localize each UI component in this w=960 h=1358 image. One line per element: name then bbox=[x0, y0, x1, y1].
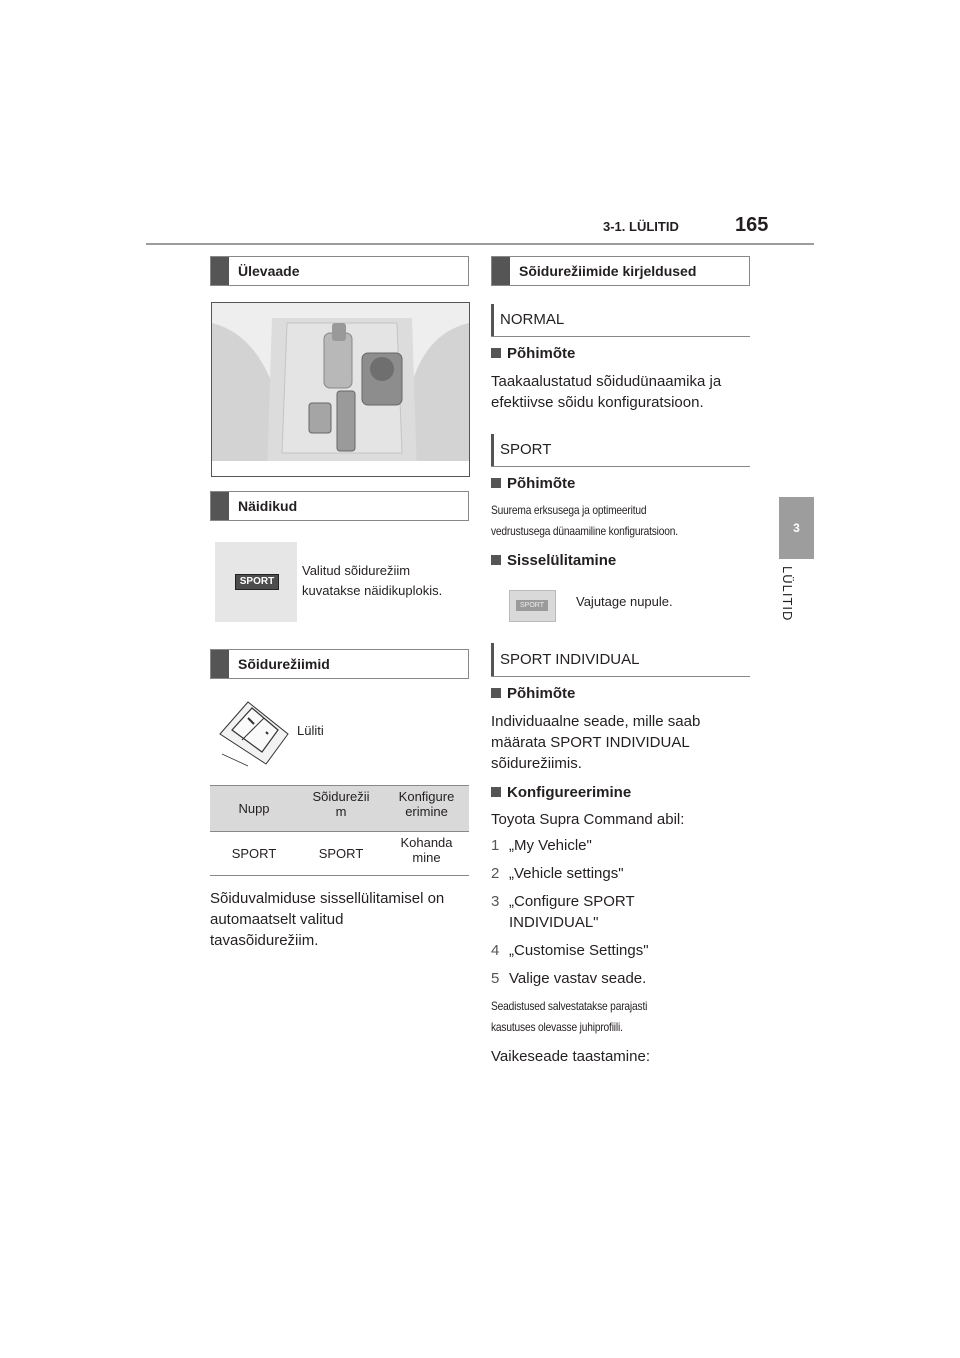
sport-description: Suurema erksusega ja optimeeritud vedrustusega dünaamiline konfiguratsioon. bbox=[491, 503, 678, 538]
table-header-button: Nupp bbox=[210, 786, 298, 832]
sport-button-caption: Vajutage nupule. bbox=[576, 594, 673, 609]
individual-description: Individuaalne seade, mille saab määrata SPORT INDIVIDUAL sõidurežiimis. bbox=[491, 713, 701, 772]
config-step-1: 1 „My Vehicle" bbox=[491, 837, 592, 854]
sport-activation-heading: Sisselülitamine bbox=[491, 552, 616, 569]
sport-heading: SPORT bbox=[491, 434, 750, 467]
header-rule bbox=[146, 243, 814, 245]
square-bullet-icon bbox=[491, 478, 501, 488]
chapter-tab: 3 bbox=[779, 497, 814, 559]
config-step-2: 2 „Vehicle settings" bbox=[491, 865, 624, 882]
switch-caption: Lüliti bbox=[297, 723, 324, 738]
config-step-4: 4 „Customise Settings" bbox=[491, 942, 649, 959]
table-header-config: Konfigure erimine bbox=[384, 786, 469, 832]
descriptions-heading: Sõidurežiimide kirjeldused bbox=[491, 256, 750, 286]
table-cell-config: Kohanda mine bbox=[384, 832, 469, 876]
modes-heading: Sõidurežiimid bbox=[210, 649, 469, 679]
configuration-intro: Toyota Supra Command abil: bbox=[491, 811, 685, 828]
sport-indicator-icon: SPORT bbox=[235, 574, 279, 590]
table-header-mode: Sõidurežii m bbox=[298, 786, 384, 832]
restore-default-label: Vaikeseade taastamine: bbox=[491, 1048, 650, 1065]
config-step-3: 3 „Configure SPORT bbox=[491, 893, 635, 910]
chapter-label: LÜLITID bbox=[780, 566, 795, 622]
normal-description: Taakaalustatud sõidudünaamika ja efektiivse sõidu konfiguratsioon. bbox=[491, 373, 722, 411]
table-cell-button: SPORT bbox=[210, 832, 298, 876]
section-title: 3-1. LÜLITID bbox=[603, 219, 679, 234]
config-step-5: 5 Valige vastav seade. bbox=[491, 970, 647, 987]
config-step-3-cont: INDIVIDUAL" bbox=[509, 914, 599, 931]
indicators-heading: Näidikud bbox=[210, 491, 469, 521]
indicator-caption: Valitud sõidurežiim kuvatakse näidikuplokis. bbox=[302, 563, 443, 598]
modes-table bbox=[210, 785, 469, 876]
console-illustration bbox=[211, 302, 470, 477]
square-bullet-icon bbox=[491, 348, 501, 358]
configuration-heading: Konfigureerimine bbox=[491, 784, 631, 801]
square-bullet-icon bbox=[491, 555, 501, 565]
square-bullet-icon bbox=[491, 688, 501, 698]
table-cell-mode: SPORT bbox=[298, 832, 384, 876]
indicator-image bbox=[215, 542, 297, 622]
sport-button-icon: SPORT bbox=[516, 600, 548, 611]
page-number: 165 bbox=[735, 214, 769, 236]
overview-heading: Ülevaade bbox=[210, 256, 469, 286]
sport-principle-heading: Põhimõte bbox=[491, 475, 575, 492]
normal-principle-heading: Põhimõte bbox=[491, 345, 575, 362]
normal-heading: NORMAL bbox=[491, 304, 750, 337]
square-bullet-icon bbox=[491, 787, 501, 797]
individual-principle-heading: Põhimõte bbox=[491, 685, 575, 702]
switch-illustration bbox=[218, 694, 290, 768]
sport-button-image bbox=[509, 590, 556, 622]
startup-paragraph: Sõiduvalmiduse sissellülitamisel on automaatselt valitud tavasõidurežiim. bbox=[210, 890, 445, 949]
profile-note: Seadistused salvestatakse parajasti kasutuses olevasse juhiprofiili. bbox=[491, 999, 648, 1034]
individual-heading: SPORT INDIVIDUAL bbox=[491, 643, 750, 677]
